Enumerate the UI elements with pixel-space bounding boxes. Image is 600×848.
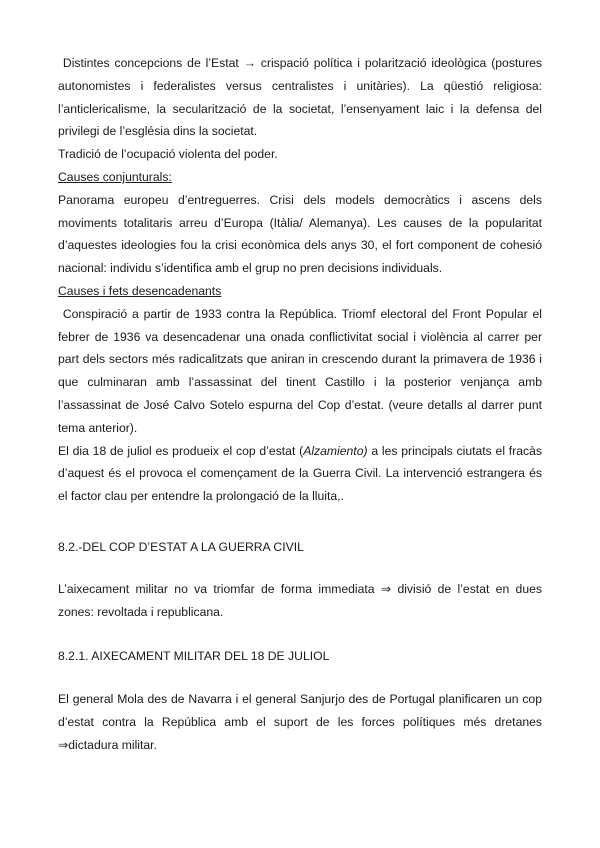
subsection-heading-8-2-1 bbox=[58, 645, 542, 668]
paragraph-aixecament: L’aixecament militar no va triomfar de forma immediata ⇒ divisió de l’estat en dues zones: revoltada i republicana. bbox=[58, 582, 542, 619]
heading-causes-conjunturals: Causes conjunturals: bbox=[58, 169, 172, 184]
paragraph-conspiracio: Conspiració a partir de 1933 contra la República. Triomf electoral del Front Popular el febrer de 1936 va desencadenar una onada conflictivitat social i violència al carrer per part dels sectors més radicalitzats que aniran in crescendo durant la primavera de 1936 i que culminaran amb l’assassinat del tinent Castillo i la posterior venjança amb l’assassinat de José Calvo Sotelo espurna del Cop d’estat. (veure detalls al darrer punt tema anterior). bbox=[58, 306, 542, 435]
section-heading-8-2 bbox=[58, 536, 542, 559]
paragraph-estat-concepcions: Distintes concepcions de l’Estat → crispació política i polarització ideològica (postures autonomistes i federalistes versus centralistes i unitàries). La qüestió religiosa: l’anticlericalisme, la secularització de la societat, l’ensenyament laic i la defensa del privilegi de l’església dins la societat. bbox=[58, 56, 543, 139]
heading-causes-desencadenants: Causes i fets desencadenants bbox=[58, 283, 222, 298]
paragraph-tradicio: Tradició de l’ocupació violenta del poder. bbox=[58, 147, 278, 162]
causes-section bbox=[58, 52, 542, 508]
alzamiento-term: Alzamiento) bbox=[303, 443, 368, 458]
heading-del-cop-estat: 8.2.-DEL COP D’ESTAT A LA GUERRA CIVIL bbox=[58, 540, 304, 554]
mola-sanjurjo-paragraph-block bbox=[58, 688, 542, 756]
aixecament-paragraph-block bbox=[58, 578, 542, 624]
heading-aixecament-militar: 8.2.1. AIXECAMENT MILITAR DEL 18 DE JULIOL bbox=[58, 649, 330, 663]
paragraph-panorama-europeu: Panorama europeu d’entreguerres. Crisi dels models democràtics i ascens dels moviments totalitaris arreu d’Europa (Itàlia/ Alemanya). Les causes de la popularitat d’aquestes ideologies fou la crisi econòmica dels anys 30, el fort component de cohesió nacional: individu s’identifica amb el grup no pren decisions individuals. bbox=[58, 192, 542, 276]
paragraph-cop-estat: El dia 18 de juliol es produeix el cop d’estat (Alzamiento) a les principals ciutats el fracàs d’aquest és el provoca el començament de la Guerra Civil. La intervenció estrangera és el factor clau per entendre la prolongació de la lluita,. bbox=[58, 443, 542, 504]
paragraph-mola-sanjurjo: El general Mola des de Navarra i el general Sanjurjo des de Portugal planificaren un cop d’estat contra la República amb el suport de les forces polítiques més dretanes ⇒dictadura militar. bbox=[58, 692, 542, 752]
